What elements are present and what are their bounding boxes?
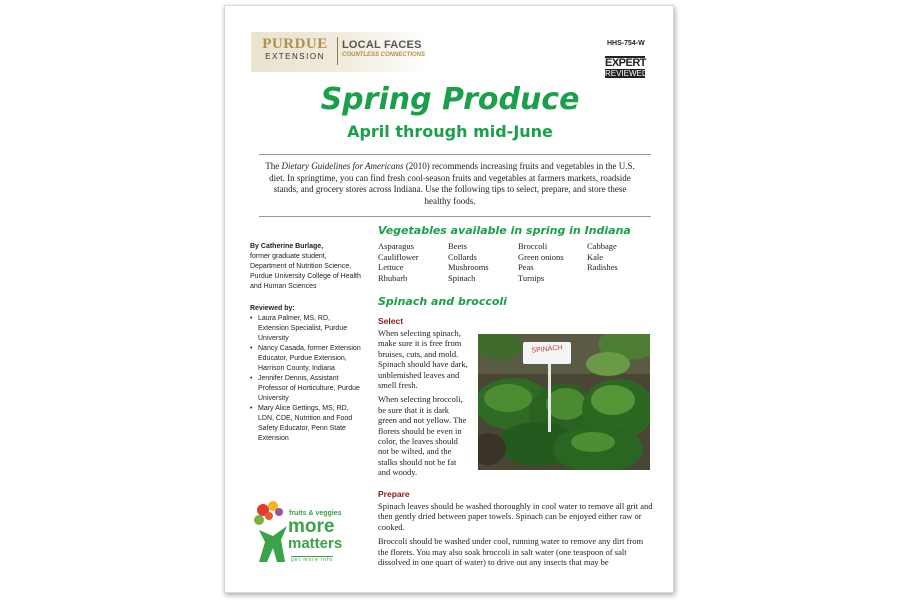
prepare-heading: Prepare	[378, 489, 410, 499]
extension-wordmark: EXTENSION	[265, 52, 325, 61]
veg-item: Spinach	[448, 272, 476, 283]
expert-reviewed-badge	[605, 56, 648, 78]
purdue-extension-logo	[255, 36, 335, 61]
intro-text-start: The	[265, 161, 282, 171]
reviewer-item: • Jennifer Dennis, Assistant Professor of Horticulture, Purdue University	[250, 374, 362, 404]
reviewed-text: REVIEWED	[605, 69, 648, 78]
select-paragraph-spinach: When selecting spinach, make sure it is free from bruises, cuts, and mold. Spinach should have dark, unblemished leaves and smell fresh.	[378, 328, 468, 391]
countless-connections-text: COUNTLESS CONNECTIONS	[342, 52, 426, 58]
veg-item: Cabbage	[587, 241, 617, 251]
logo-fruits-veggies: fruits & veggies	[289, 510, 342, 517]
select-text	[378, 328, 468, 478]
veg-item: Green onions	[518, 251, 564, 262]
vegetables-list	[378, 241, 653, 283]
veg-column	[587, 241, 647, 283]
logo-more: more	[288, 516, 335, 537]
document-id: HHS-754-W	[607, 40, 645, 47]
reviewer-item: • Laura Palmer, MS, RD, Extension Specialist, Purdue University	[250, 314, 362, 344]
veg-item: Peas	[518, 262, 534, 272]
prepare-paragraph-broccoli: Broccoli should be washed under cool, running water to remove any dirt from the florets. You may also soak broccoli in salt water (one teaspoon of salt dissolved in one quart of water) to drive out any insects that may be	[378, 536, 644, 568]
purdue-wordmark: PURDUE	[262, 36, 328, 52]
intro-text-rest: (2010) recommends increasing fruits and vegetables in the U.S. diet. In springtime, you can find fresh cool-season fruits and vegetables at farmers markets, roadside stands, and grocery stores across Indiana. Use the following tips to select, prepare, and store these healthy foods.	[269, 161, 635, 206]
select-paragraph-broccoli: When selecting broccoli, be sure that it is dark green and not yellow. The florets should be even in color, the leaves should not be wilted, and the stalks should not be fat and woody.	[378, 394, 467, 478]
sidebar-credits	[250, 242, 362, 444]
prepare-text	[378, 501, 653, 567]
fruits-veggies-more-matters-logo	[251, 500, 351, 578]
veg-item: Kale	[587, 251, 604, 262]
spinach-broccoli-heading: Spinach and broccoli	[378, 295, 507, 308]
logo-tagline: get more info	[291, 557, 334, 563]
local-faces-text: LOCAL FACES	[342, 39, 422, 51]
author-name: By Catherine Burlage,	[250, 243, 324, 250]
veg-item: Asparagus	[378, 241, 414, 251]
veg-item: Radishes	[587, 262, 618, 272]
intro-italic-title: Dietary Guidelines for Americans	[281, 161, 404, 171]
author-bio: former graduate student, Department of Nutrition Science, Purdue University College of Health and Human Sciences	[250, 253, 361, 290]
veg-item: Rhubarb	[378, 272, 408, 283]
veg-item: Turnips	[518, 272, 545, 283]
document-page	[224, 5, 674, 593]
page-subtitle: April through mid-June	[347, 122, 553, 141]
veg-item: Lettuce	[378, 262, 404, 272]
veg-item: Beets	[448, 241, 467, 251]
veg-column	[448, 241, 518, 283]
veg-item: Collards	[448, 251, 477, 262]
reviewer-list	[250, 314, 362, 444]
bottom-rule	[259, 216, 651, 217]
reviewed-by-heading: Reviewed by:	[250, 305, 295, 312]
veg-item: Broccoli	[518, 241, 548, 251]
logo-matters: matters	[288, 535, 343, 552]
page-title: Spring Produce	[320, 82, 580, 117]
veg-item: Cauliflower	[378, 251, 419, 262]
reviewer-item: • Nancy Casada, former Extension Educator, Purdue Extension, Harrison County, Indiana	[250, 344, 362, 374]
reviewer-item: • Mary Alice Gettings, MS, RD, LDN, CDE, Nutrition and Food Safety Educator, Penn State Extension	[250, 404, 362, 444]
intro-paragraph	[265, 161, 635, 207]
veg-column	[518, 241, 587, 283]
veg-item: Mushrooms	[448, 262, 489, 272]
plant-sign-label: SPINACH	[531, 344, 563, 355]
vegetables-heading: Vegetables available in spring in Indiana	[378, 224, 631, 237]
prepare-paragraph-spinach: Spinach leaves should be washed thoroughly in cool water to remove all grit and then gently dried between paper towels. Spinach can be enjoyed either raw or cooked.	[378, 501, 653, 532]
header-divider	[337, 37, 338, 65]
veg-column	[378, 241, 448, 283]
vegetables-section	[378, 224, 653, 283]
local-faces-logo	[342, 39, 425, 59]
expert-text: EXPERT	[605, 57, 647, 69]
select-heading: Select	[378, 316, 404, 326]
spinach-photo	[478, 334, 650, 470]
spinach-plant-image	[478, 334, 650, 470]
top-rule	[259, 154, 651, 155]
